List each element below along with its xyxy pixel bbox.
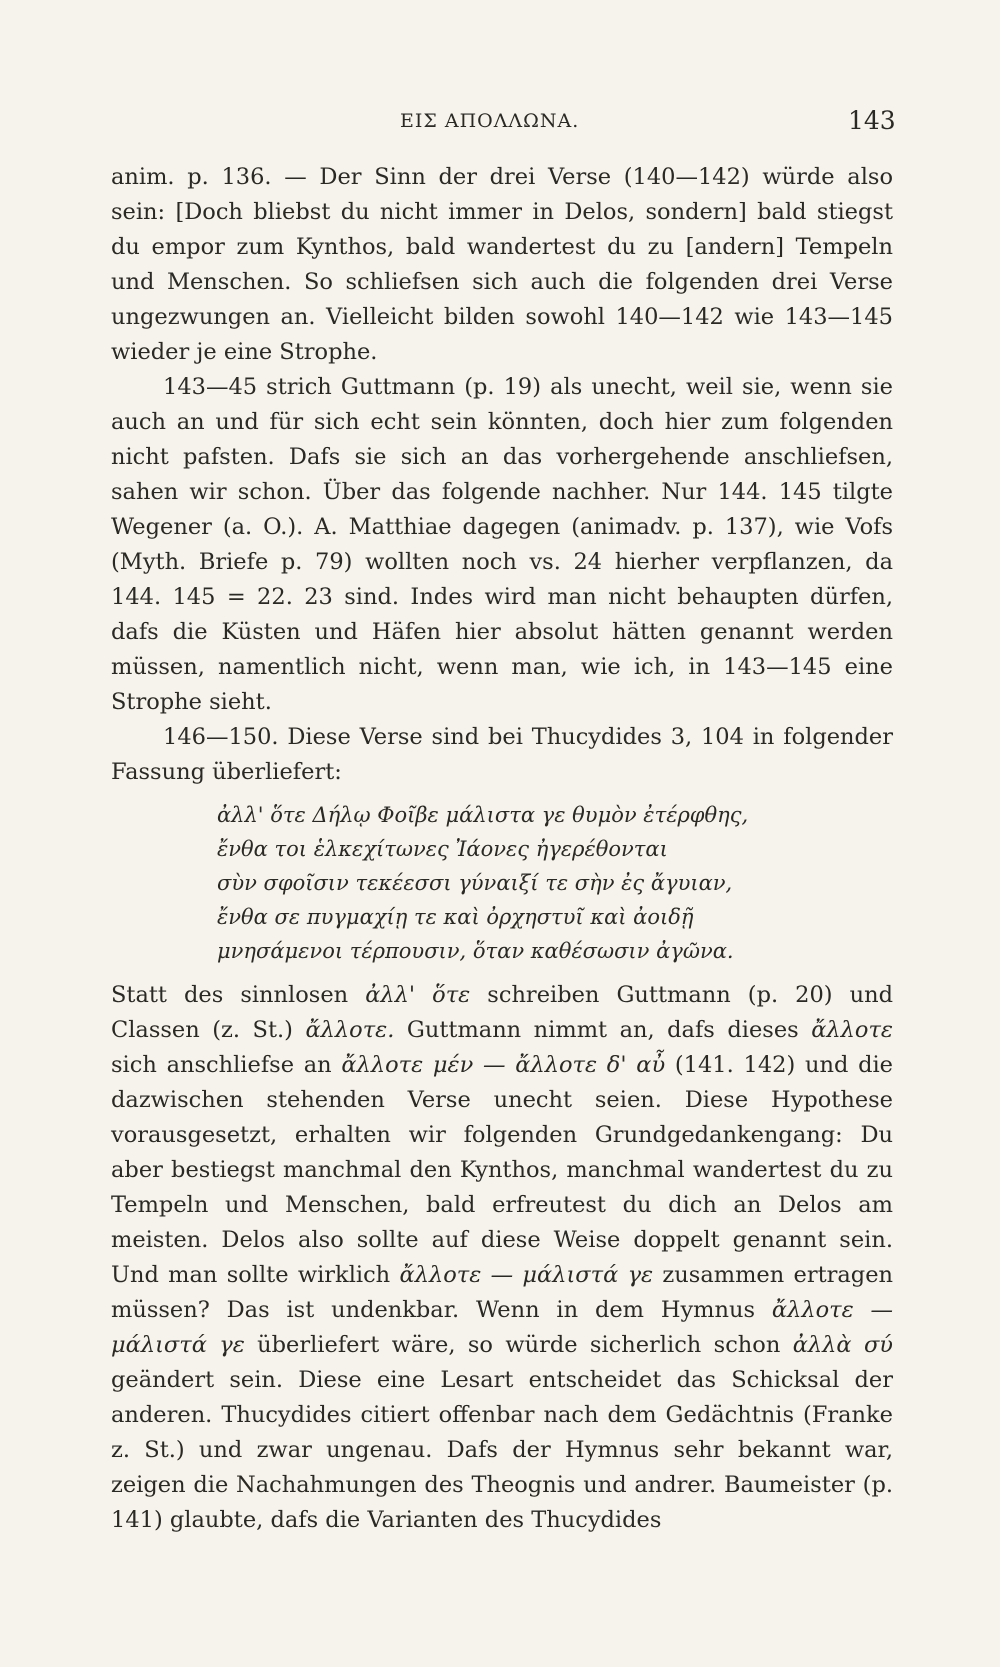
text-run: Statt des sinnlosen (111, 982, 349, 1008)
greek-phrase: ἄλλοτε μέν — ἄλλοτε δ' αὖ (341, 1052, 666, 1078)
text-run: (141. 142) und die dazwischen stehenden Verse unecht seien. Diese Hypothese vorausgesetzt, erhalten wir folgenden Grundgedankengang: Du aber bestiegst manchmal den Kynthos, manchmal wandertest du zu Tempeln und Menschen, bald erfreutest du dich an Delos am meisten. Delos also sollte auf diese Weise doppelt genannt sein. Und man sollte wirklich (111, 1052, 893, 1288)
text-run: Guttmann nimmt an, dafs dieses (406, 1017, 799, 1043)
text-run: schreiben Guttmann (p. 20) und Classen (z. St.) (111, 982, 894, 1043)
text-run: zusammen ertragen müssen? Das ist undenkbar. Wenn in dem Hymnus (111, 1262, 893, 1323)
greek-phrase: ἄλλοτε. (305, 1017, 395, 1043)
paragraph-3: 146—150. Diese Verse sind bei Thucydides 3, 104 in folgender Fassung überliefert: (111, 724, 893, 785)
greek-phrase: ἄλλοτε (811, 1017, 893, 1043)
quote-line: σὺν σφοῖσιν τεκέεσσι γύναιξί τε σὴν ἐς ἄγυιαν, (217, 871, 733, 895)
quote-line: ἔνθα σε πυγμαχίῃ τε καὶ ὀρχηστυῖ καὶ ἀοιδῇ (217, 905, 694, 929)
greek-quotation (217, 798, 893, 968)
greek-phrase: ἄλλοτε — μάλιστά γε (111, 1297, 894, 1358)
page-header (0, 104, 1000, 144)
greek-phrase: ἀλλ' ὅτε (365, 982, 471, 1008)
paragraph-4 (111, 978, 893, 1538)
running-title: ΕΙΣ ΑΠΟΛΛΩΝΑ. (400, 110, 580, 132)
quote-line: ἔνθα τοι ἑλκεχίτωνες Ἰάονες ἠγερέθονται (217, 837, 668, 861)
greek-phrase: ἄλλοτε — μάλιστά γε (399, 1262, 654, 1288)
text-run: sich anschliefse an (111, 1052, 332, 1078)
quote-line: μνησάμενοι τέρπουσιν, ὅταν καθέσωσιν ἀγῶνα. (217, 939, 734, 963)
body-text (111, 160, 893, 1538)
quote-line: ἀλλ' ὅτε Δήλῳ Φοῖβε μάλιστα γε θυμὸν ἐτέρφθης, (217, 803, 749, 827)
page-number: 143 (848, 106, 896, 135)
text-run: überliefert wäre, so würde sicherlich schon (257, 1332, 781, 1358)
paragraph-1: anim. p. 136. — Der Sinn der drei Verse (140—142) würde also sein: [Doch bliebst du nicht immer in Delos, sondern] bald stiegst du empor zum Kynthos, bald wandertest du zu [andern] Tempeln und Menschen. So schliefsen sich auch die folgenden drei Verse ungezwungen an. Vielleicht bilden sowohl 140—142 wie 143—145 wieder je eine Strophe. (111, 164, 893, 365)
greek-phrase: ἀλλὰ σύ (792, 1332, 893, 1358)
paragraph-2: 143—45 strich Guttmann (p. 19) als unecht, weil sie, wenn sie auch an und für sich echt sein könnten, doch hier zum folgenden nicht pafsten. Dafs sie sich an das vorhergehende anschliefsen, sahen wir schon. Über das folgende nachher. Nur 144. 145 tilgte Wegener (a. O.). A. Matthiae dagegen (animadv. p. 137), wie Vofs (Myth. Briefe p. 79) wollten noch vs. 24 hierher verpflanzen, da 144. 145 = 22. 23 sind. Indes wird man nicht behaupten dürfen, dafs die Küsten und Häfen hier absolut hätten genannt werden müssen, namentlich nicht, wenn man, wie ich, in 143—145 eine Strophe sieht. (111, 374, 893, 715)
text-run: geändert sein. Diese eine Lesart entscheidet das Schicksal der anderen. Thucydides citiert offenbar nach dem Gedächtnis (Franke z. St.) und zwar ungenau. Dafs der Hymnus sehr bekannt war, zeigen die Nachahmungen des Theognis und andrer. Baumeister (p. 141) glaubte, dafs die Varianten des Thucydides (111, 1367, 893, 1533)
